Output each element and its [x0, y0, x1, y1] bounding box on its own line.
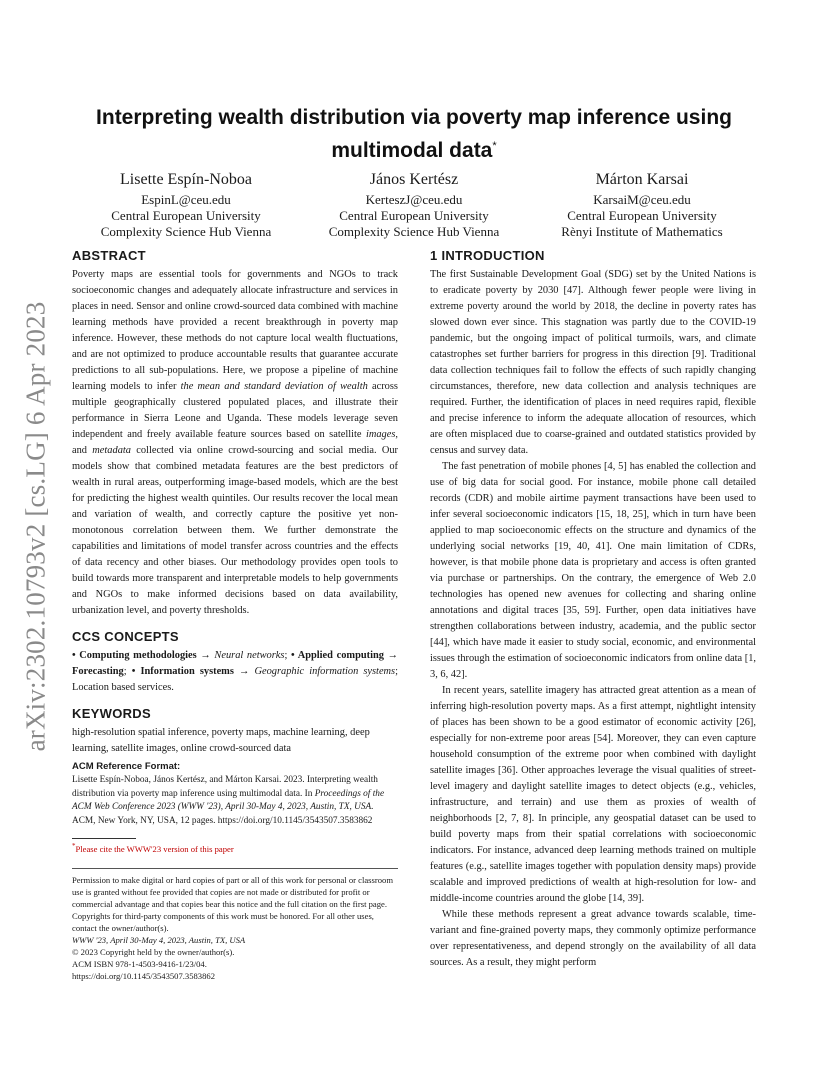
- abstract-run: , and: [72, 429, 398, 456]
- left-column: [72, 248, 398, 982]
- title-footnote-mark: *: [492, 140, 497, 152]
- acm-ref-venue: Proceedings of the ACM Web Conference 2023 (WWW '23), April 30-May 4, 2023, Austin, TX, USA.: [72, 788, 385, 813]
- author-3: [528, 170, 756, 240]
- title-text: Interpreting wealth distribution via poverty map inference using multimodal data: [96, 106, 732, 162]
- author-email: KerteszJ@ceu.edu: [365, 192, 463, 207]
- intro-paragraph: While these methods represent a great advance towards scalable, time-variant and fine-grained poverty maps, they commonly optimize performance over representativeness, and depend strongly on the availability of all data sources. As a result, they might perform: [430, 909, 756, 968]
- intro-paragraph: The fast penetration of mobile phones [4, 5] has enabled the collection and use of big data for social good. For instance, mobile phone call detailed records (CDR) and mobile airtime payment transactions have been used to infer several socioeconomic indicators [15, 18, 25], which in turn have been applied to map socioeconomic effects on the structure and dynamics of the underlying social networks [19, 40, 41]. One main limitation of CDRs, however, is that mobile phone data is proprietary and access is often granted via purchase or partnerships. On the contrary, the emergence of Web 2.0 technologies has opened new avenues for collecting and sharing online annotations and digital traces [35, 59]. Further, open data initiatives have strengthen collaborations between industry, academia, and the public sector [44], which have made it easier to study social, economic, and environmental issues through the estimation of socioeconomic indicators from online data [1, 3, 6, 42].: [430, 461, 756, 680]
- permission-copyright: © 2023 Copyright held by the owner/author(s).: [72, 947, 235, 958]
- keywords-heading: KEYWORDS: [72, 706, 151, 721]
- author-affiliation: Complexity Science Hub Vienna: [100, 224, 272, 239]
- paper-title: [90, 104, 738, 165]
- intro-paragraph: The first Sustainable Development Goal (SDG) set by the United Nations is to eradicate poverty by 2030 [47]. Although fewer people were living in extreme poverty around the world by 2018, the decline in poverty rates has slowed down ever since. This stagnation was partly due to the COVID-19 pandemic, but the ongoing impact of political turmoils, wars, and climate catastrophes set further barriers for progress in this direction [9]. Traditional data collection techniques fail to follow the effects of such rapidly changing circumstances, therefore, new data collection and analysis techniques are required. Further, the identification of places in need requires rapid, flexible and precise inference to inform the adequate allocation of resources, which are often misplaced due to coarse-grained and outdated statistics provided by census and survey data.: [430, 269, 756, 456]
- abstract-run: collected via online crowd-sourcing and social media. Our models show that combined metadata features are the best predictors of wealth in rural areas, outperforming image-based models, which are the best for predicting the highest wealth quintiles. Our results recover the local mean and variation of wealth, and correctly capture the positive yet non-monotonous correlation between them. We further demonstrate the capabilities and limitations of model transfer across countries and the effects of data recency and other biases. Our methodology provides open tools to build towards more transparent and interpretable models to help governments and NGOs to make informed decisions based on data availability, urbanization level, and poverty thresholds.: [72, 445, 398, 616]
- abstract-emphasis: the mean and standard deviation of wealth: [180, 381, 368, 392]
- ccs-arrow: →: [196, 650, 215, 661]
- author-block: [72, 170, 756, 240]
- keywords-text: high-resolution spatial inference, poverty maps, machine learning, deep learning, satellite images, online crowd-sourced data: [72, 727, 370, 754]
- footnote-rule: [72, 838, 136, 839]
- author-affiliation: Rènyi Institute of Mathematics: [561, 224, 723, 239]
- acm-reference-text: [72, 774, 398, 828]
- ccs-tail: ; Location based services.: [72, 666, 398, 693]
- footnote-text: Please cite the WWW'23 version of this paper: [75, 844, 234, 855]
- ccs-sep: ;: [284, 650, 291, 661]
- ccs-sep: ;: [123, 666, 132, 677]
- author-affiliation: Complexity Science Hub Vienna: [328, 224, 500, 239]
- author-email: KarsaiM@ceu.edu: [593, 192, 691, 207]
- author-name: János Kertész: [369, 171, 459, 188]
- acm-reference-heading: ACM Reference Format:: [72, 761, 181, 772]
- ccs-bold: • Applied computing → Forecasting: [72, 650, 398, 677]
- abstract-emphasis: metadata: [92, 445, 131, 456]
- intro-heading: 1 INTRODUCTION: [430, 248, 545, 263]
- ccs-text: [72, 648, 398, 696]
- abstract-emphasis: images: [365, 429, 396, 440]
- ccs-heading: CCS CONCEPTS: [72, 629, 179, 644]
- abstract-heading: ABSTRACT: [72, 248, 146, 263]
- permission-doi: https://doi.org/10.1145/3543507.3583862: [72, 971, 215, 982]
- permission-venue: [72, 934, 398, 946]
- ccs-arrow: →: [233, 666, 255, 677]
- permission-isbn: ACM ISBN 978-1-4503-9416-1/23/04.: [72, 959, 207, 970]
- author-2: [300, 170, 528, 240]
- author-affiliation: Central European University: [567, 208, 717, 223]
- author-email: EspinL@ceu.edu: [141, 192, 231, 207]
- abstract-run: across multiple geographically clustered populated places, and illustrate their performance in Sierra Leone and Uganda. These models leverage seven independent and freely available feature sources based on satellite: [72, 381, 398, 440]
- ccs-italic: Geographic information systems: [254, 666, 396, 677]
- author-affiliation: Central European University: [339, 208, 489, 223]
- abstract-text: [72, 267, 398, 619]
- acm-ref-run: ACM, New York, NY, USA, 12 pages. https://doi.org/10.1145/3543507.3583862: [72, 815, 373, 826]
- abstract-run: Poverty maps are essential tools for governments and NGOs to track socioeconomic changes and adequately allocate infrastructure and services in places in need. Sensor and online crowd-sourced data combined with machine learning methods have provided a recent breakthrough in poverty map inference. However, these methods do not capture local wealth fluctuations, and are not optimized to produce accountable results that guarantee accurate predictions to all sub-populations. Here, we propose a pipeline of machine learning models to infer: [72, 269, 398, 392]
- acm-ref-run: Lisette Espín-Noboa, János Kertész, and Márton Karsai. 2023. Interpreting wealth distribution via poverty map inference using multimodal data. In: [72, 775, 378, 799]
- arxiv-id: arXiv:2302.10793v2 [cs.LG] 6 Apr 2023: [20, 301, 51, 751]
- ccs-bold: • Computing methodologies: [72, 650, 197, 661]
- permission-rule: [72, 868, 398, 869]
- arxiv-sidebar-stamp: [13, 290, 59, 762]
- intro-paragraph: In recent years, satellite imagery has attracted great attention as a mean of inferring high-resolution poverty maps. As a first attempt, nightlight intensity of places has been shown to be a good estimator of economic activity [26], especially for non-extreme poor areas [54]. Moreover, they can even capture household consumption of the extreme poor when combined with daylight satellite images [36]. Other approaches leverage the visual qualities of street-level imagery and daylight satellite images to detect objects (e.g., vehicles, infrastructure, and terrain) and use them as proxies of wealth of neighborhoods [2, 7, 8]. In principle, any geospatial dataset can be used to build poverty maps from their spatial correlations with socioeconomic indicators. For instance, advanced deep learning methods trained on multiple features (e.g., satellite images together with population density maps) provide scalable and improved predictions of wealth at high-resolution for low- and middle-income countries around the globe [14, 39].: [430, 685, 756, 904]
- author-1: [72, 170, 300, 240]
- author-affiliation: Central European University: [111, 208, 261, 223]
- author-name: Márton Karsai: [595, 171, 689, 188]
- footnote-mark: *: [72, 842, 76, 851]
- ccs-bold: • Information systems: [131, 666, 234, 677]
- right-column: [430, 248, 756, 971]
- ccs-italic: Neural networks: [214, 650, 285, 661]
- permission-text: Permission to make digital or hard copies of part or all of this work for personal or classroom use is granted without fee provided that copies are not made or distributed for profit or commercial advantage and that copies bear this notice and the full citation on the first page. Copyrights for third-party components of this work must be honored. For all other uses, contact the owner/author(s).: [72, 875, 393, 934]
- footnote: [72, 842, 398, 854]
- venue-text: WWW '23, April 30-May 4, 2023, Austin, TX, USA: [72, 935, 246, 946]
- author-name: Lisette Espín-Noboa: [120, 171, 252, 188]
